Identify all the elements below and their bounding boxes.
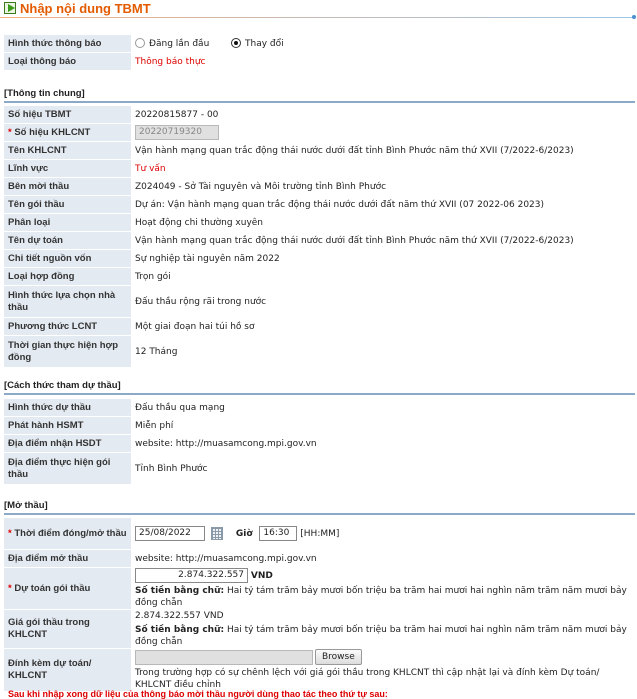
label-du-toan-text: Dự toán gói thầu: [14, 582, 91, 594]
value-ten-goi-thau: Dự án: Vận hành mạng quan trắc động thái nước dưới đất năm thứ XVII (07 2022-06 2023): [131, 196, 635, 213]
value-linh-vuc: Tư vấn: [131, 160, 635, 177]
label-hinh-thuc-thong-bao: Hình thức thông báo: [4, 35, 131, 52]
edit-arrow-icon: [4, 2, 16, 14]
opening-table: [4, 518, 635, 691]
value-dia-diem-mo-thau: website: http://muasamcong.mpi.gov.vn: [131, 550, 635, 567]
value-so-hieu-tbmt: 20220815877 - 00: [131, 106, 635, 123]
label-hinh-thuc-lua-chon: Hình thức lựa chọn nhà thầu: [4, 286, 131, 317]
label-dinh-kem: Đính kèm dự toán/ KHLCNT: [4, 649, 131, 691]
value-chi-tiet-nguon-von: Sự nghiệp tài nguyên năm 2022: [131, 250, 635, 267]
value-ten-khlcnt: Vận hành mạng quan trắc động thái nước dưới đất tỉnh Bình Phước năm thứ XVII (7/2022-6/2023): [131, 142, 635, 159]
date-input[interactable]: 25/08/2022: [135, 526, 205, 541]
label-ten-du-toan: Tên dự toán: [4, 232, 131, 249]
radio-dang-lan-dau[interactable]: [135, 39, 209, 49]
label-gia-goi-thau: Giá gói thầu trong KHLCNT: [4, 610, 131, 648]
label-loai-hop-dong: Loại hợp đồng: [4, 268, 131, 285]
value-hinh-thuc-lua-chon: Đấu thầu rộng rãi trong nước: [131, 286, 635, 317]
label-so-hieu-khlcnt: [4, 124, 131, 141]
label-so-hieu-tbmt: Số hiệu TBMT: [4, 106, 131, 123]
dinh-kem-note: Trong trường hợp có sự chênh lệch với giá gói thầu trong KHLCNT thì cập nhật lại và đính kèm Dự toán/ KHLCNT điều chỉnh: [135, 668, 600, 690]
value-ben-moi-thau: Z024049 - Sở Tài nguyên và Môi trường tỉnh Bình Phước: [131, 178, 635, 195]
required-mark: *: [8, 582, 12, 594]
radio-thay-doi[interactable]: [231, 39, 284, 49]
label-dia-diem-mo-thau: Địa điểm mở thầu: [4, 550, 131, 567]
file-path-input[interactable]: [135, 650, 313, 665]
participation-table: [4, 399, 635, 484]
gia-goi-thau-value: 2.874.322.557 VND: [135, 611, 224, 621]
label-thoi-gian-thuc-hien: Thời gian thực hiện hợp đồng: [4, 336, 131, 367]
section-thong-tin-chung: [Thông tin chung]: [4, 88, 635, 103]
time-format-hint: [HH:MM]: [300, 529, 340, 539]
radio-unchecked-icon[interactable]: [135, 38, 145, 48]
value-dia-diem-nhan-hsdt: website: http://muasamcong.mpi.gov.vn: [131, 435, 635, 452]
du-toan-bang-chu: Hai tỷ tám trăm bảy mươi bốn triệu ba trăm hai mươi hai nghìn năm trăm năm mươi bảy đồng chẵn: [135, 586, 627, 608]
page-title: Nhập nội dung TBMT: [20, 1, 151, 16]
gio-label: Giờ: [235, 529, 253, 539]
value-phan-loai: Hoạt động chi thường xuyên: [131, 214, 635, 231]
value-loai-hop-dong: Trọn gói: [131, 268, 635, 285]
label-thoi-diem-text: Thời điểm đóng/mở thầu: [14, 527, 127, 539]
du-toan-input[interactable]: 2.874.322.557: [135, 568, 248, 583]
so-hieu-khlcnt-input[interactable]: 20220719320: [135, 125, 219, 140]
value-loai-thong-bao: Thông báo thực: [131, 53, 635, 70]
page-header: [0, 0, 637, 20]
time-input[interactable]: 16:30: [259, 526, 297, 541]
value-hinh-thuc-du-thau: Đấu thầu qua mạng: [131, 399, 635, 416]
radio-thay-doi-label: Thay đổi: [245, 38, 284, 49]
header-divider: [0, 17, 634, 18]
footer-note: Sau khi nhập xong dữ liệu của thông báo mời thầu người dùng thao tác theo thứ tự sau:: [8, 689, 388, 699]
label-phat-hanh-hsmt: Phát hành HSMT: [4, 417, 131, 434]
label-linh-vuc: Lĩnh vực: [4, 160, 131, 177]
section-cach-thuc: [Cách thức tham dự thầu]: [4, 380, 635, 395]
radio-checked-icon[interactable]: [231, 38, 241, 48]
calendar-icon[interactable]: [211, 527, 223, 540]
required-mark: *: [8, 126, 12, 138]
gia-goi-thau-bang-chu: Hai tỷ tám trăm bảy mươi bốn triệu ba trăm hai mươi hai nghìn năm trăm năm mươi bảy đồng chẵn: [135, 625, 627, 647]
value-dia-diem-thuc-hien: Tỉnh Bình Phước: [131, 453, 635, 484]
label-ten-khlcnt: Tên KHLCNT: [4, 142, 131, 159]
label-thoi-diem: [4, 518, 131, 549]
label-ben-moi-thau: Bên mời thầu: [4, 178, 131, 195]
radio-dang-lan-dau-label: Đăng lần đầu: [149, 38, 210, 49]
bang-chu-label: Số tiền bằng chữ:: [135, 625, 225, 635]
required-mark: *: [8, 527, 12, 539]
header-dot: [632, 15, 636, 19]
general-info-table: [4, 106, 635, 367]
label-phuong-thuc-lcnt: Phương thức LCNT: [4, 318, 131, 335]
browse-button[interactable]: Browse: [315, 649, 362, 665]
label-so-hieu-khlcnt-text: Số hiệu KHLCNT: [14, 126, 91, 138]
label-ten-goi-thau: Tên gói thầu: [4, 196, 131, 213]
value-phuong-thuc-lcnt: Một giai đoạn hai túi hồ sơ: [131, 318, 635, 335]
label-du-toan: [4, 568, 131, 609]
notice-type-table: [4, 35, 635, 70]
value-ten-du-toan: Vận hành mạng quan trắc động thái nước dưới đất tỉnh Bình Phước năm thứ XVII (7/2022-6/2023): [131, 232, 635, 249]
value-thoi-gian-thuc-hien: 12 Tháng: [131, 336, 635, 367]
label-hinh-thuc-du-thau: Hình thức dự thầu: [4, 399, 131, 416]
value-phat-hanh-hsmt: Miễn phí: [131, 417, 635, 434]
label-phan-loai: Phân loại: [4, 214, 131, 231]
section-mo-thau: [Mở thầu]: [4, 500, 635, 515]
currency-label: VND: [250, 571, 273, 581]
label-loai-thong-bao: Loại thông báo: [4, 53, 131, 70]
bang-chu-label: Số tiền bằng chữ:: [135, 586, 225, 596]
label-dia-diem-thuc-hien: Địa điểm thực hiện gói thầu: [4, 453, 131, 484]
label-dia-diem-nhan-hsdt: Địa điểm nhận HSDT: [4, 435, 131, 452]
label-chi-tiet-nguon-von: Chi tiết nguồn vốn: [4, 250, 131, 267]
